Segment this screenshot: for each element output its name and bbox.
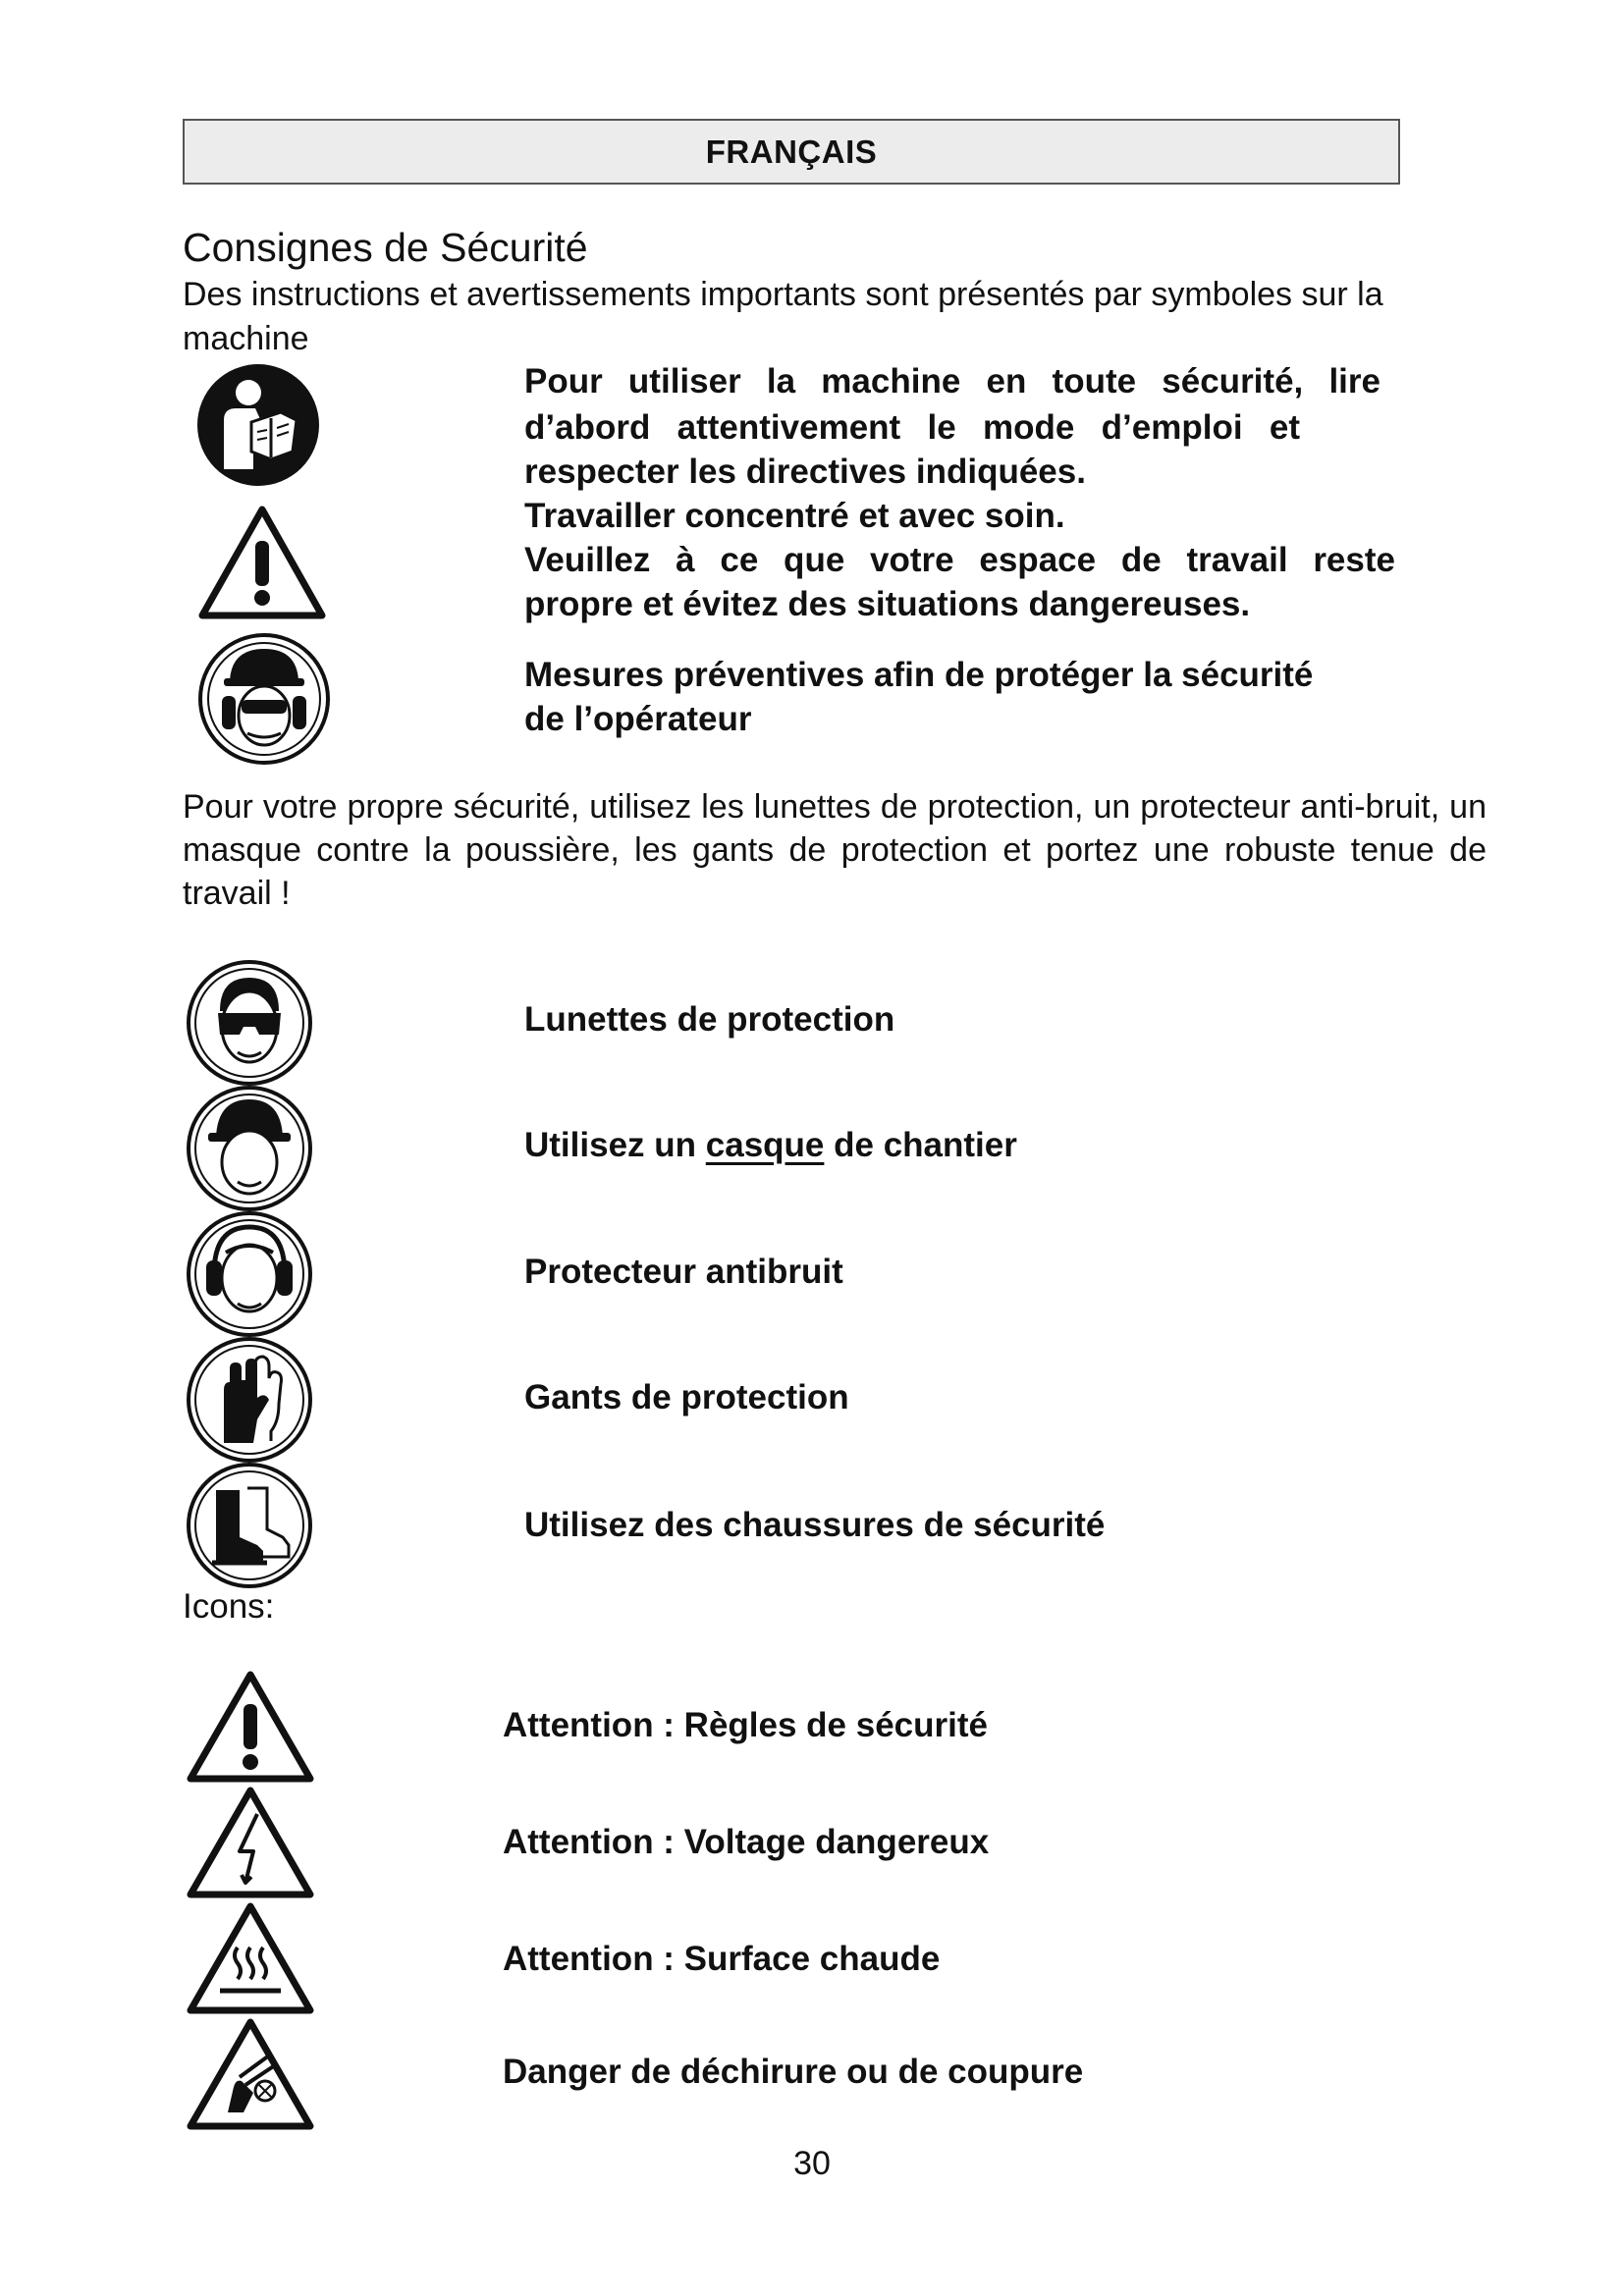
cut-hazard-label: Danger de déchirure ou de coupure — [503, 2053, 1084, 2091]
helmet-label-word: casque — [705, 1126, 825, 1164]
safety-boots-icon — [185, 1461, 314, 1590]
hot-surface-label: Attention : Surface chaude — [503, 1940, 941, 1978]
work-carefully-text: Travailler concentré et avec soin. — [524, 497, 1065, 535]
language-header — [183, 119, 1400, 185]
operator-protection-line-2: de l’opérateur — [524, 700, 752, 738]
read-manual-icon — [194, 361, 322, 489]
general-warning-label: Attention : Règles de sécurité — [503, 1706, 988, 1744]
gloves-icon — [185, 1335, 314, 1465]
gloves-label: Gants de protection — [524, 1378, 849, 1416]
helmet-label — [524, 1124, 1017, 1167]
operator-protection-icon — [196, 631, 332, 767]
goggles-label: Lunettes de protection — [524, 1000, 895, 1039]
workspace-line-1: Veuillez à ce que votre espace de travail reste — [524, 541, 1395, 579]
read-manual-line-3: respecter les directives indiquées. — [524, 453, 1086, 491]
voltage-warning-icon — [185, 1785, 316, 1900]
helmet-icon — [185, 1084, 314, 1213]
cut-hazard-icon — [185, 2016, 316, 2132]
ear-protection-icon — [185, 1209, 314, 1339]
goggles-icon — [185, 958, 314, 1088]
operator-protection-text — [524, 653, 1380, 741]
voltage-warning-label: Attention : Voltage dangereux — [503, 1823, 990, 1861]
read-manual-line-2: d’abord attentivement le mode d’emploi et — [524, 408, 1300, 447]
helmet-label-prefix: Utilisez un — [524, 1126, 697, 1164]
page-number: 30 — [793, 2145, 831, 2182]
safety-boots-label: Utilisez des chaussures de sécurité — [524, 1506, 1106, 1544]
ear-protection-label: Protecteur antibruit — [524, 1253, 843, 1291]
helmet-label-suffix: de chantier — [834, 1126, 1017, 1164]
language-header-label: FRANÇAIS — [705, 133, 878, 170]
operator-protection-line-1: Mesures préventives afin de protéger la sécurité — [524, 656, 1314, 694]
warning-triangle-icon — [196, 504, 328, 621]
section-title: Consignes de Sécurité — [183, 225, 588, 270]
workspace-line-2: propre et évitez des situations dangereuses. — [524, 585, 1251, 623]
read-manual-line-1: Pour utiliser la machine en toute sécurité, lire — [524, 362, 1380, 400]
icons-label: Icons: — [183, 1587, 275, 1626]
general-warning-icon — [185, 1669, 316, 1785]
section-intro: Des instructions et avertissements importants sont présentés par symboles sur la machine — [183, 276, 1383, 357]
read-manual-text — [524, 359, 1395, 626]
protection-paragraph: Pour votre propre sécurité, utilisez les lunettes de protection, un protecteur anti-bruit, un masque contre la poussière, les gants de protection et portez une robuste tenue de travail ! — [183, 788, 1487, 912]
hot-surface-icon — [185, 1900, 316, 2016]
